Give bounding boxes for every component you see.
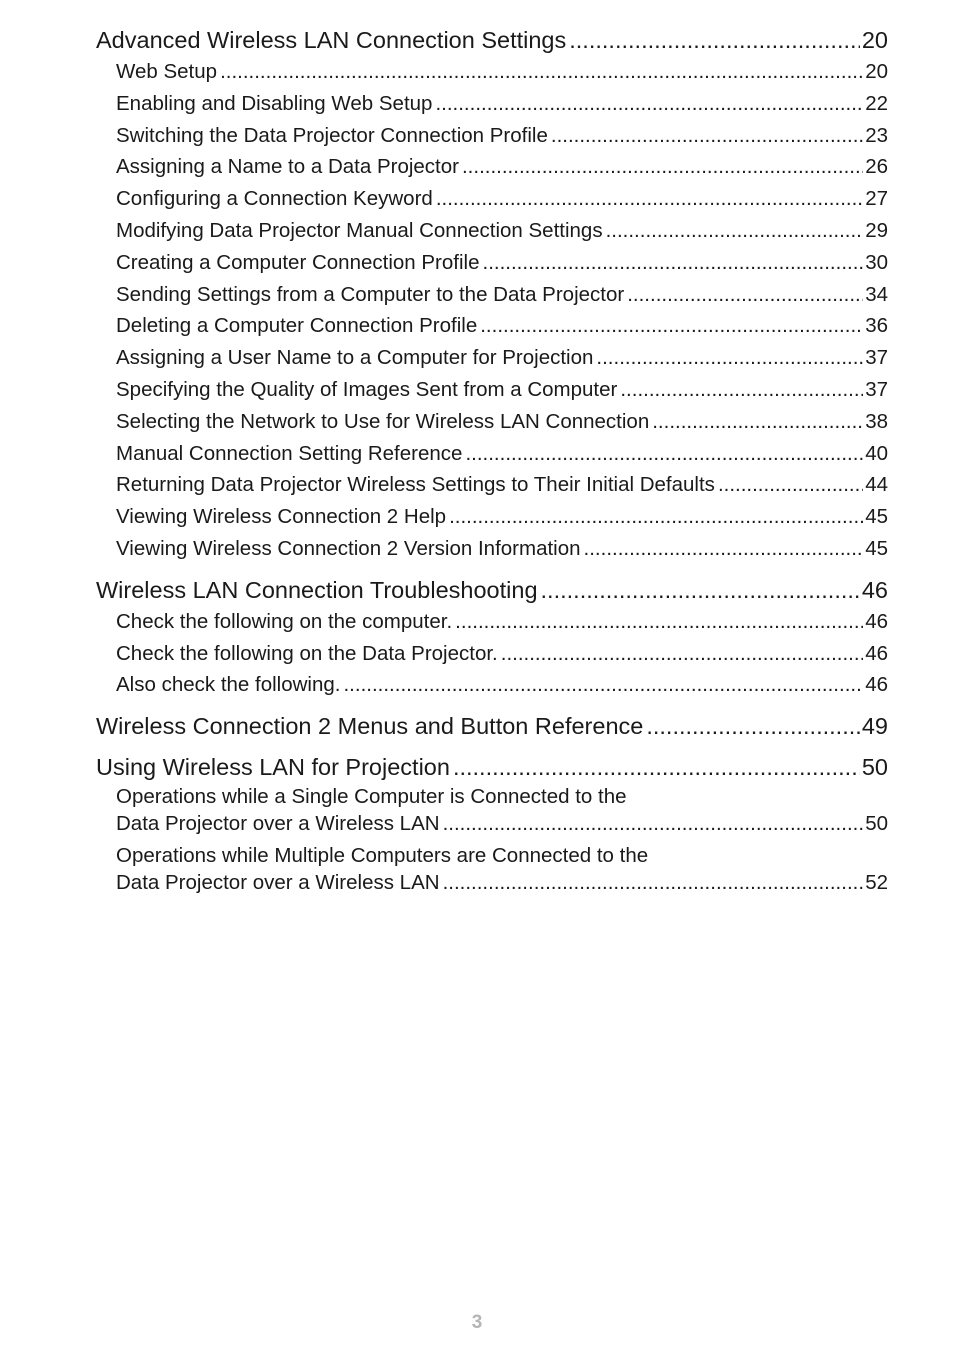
dot-leader xyxy=(652,406,863,438)
toc-entry-title-line1: Operations while Multiple Computers are Connected to the xyxy=(116,844,649,868)
toc-entry-link[interactable] xyxy=(96,56,888,88)
toc-entry-link[interactable] xyxy=(96,120,888,152)
toc-entry-title: Sending Settings from a Computer to the Data Projector xyxy=(116,282,625,306)
dot-leader xyxy=(436,183,863,215)
toc-entry-title: Data Projector over a Wireless LAN xyxy=(116,871,440,895)
dot-leader xyxy=(541,574,860,606)
toc-entry-link[interactable] xyxy=(96,669,888,701)
toc-entry-link[interactable] xyxy=(96,279,888,311)
toc-entry-link[interactable] xyxy=(96,533,888,565)
toc-entry-title: Enabling and Disabling Web Setup xyxy=(116,91,433,115)
toc-heading-link[interactable] xyxy=(96,24,888,56)
dot-leader xyxy=(596,342,863,374)
toc-section xyxy=(96,574,888,701)
toc-entry-link[interactable] xyxy=(96,342,888,374)
dot-leader xyxy=(480,310,863,342)
toc-entry-page: 22 xyxy=(865,91,888,115)
toc-entry-link[interactable] xyxy=(96,438,888,470)
toc-entry-link[interactable] xyxy=(96,842,888,896)
toc-heading-title: Wireless Connection 2 Menus and Button Reference xyxy=(96,713,644,740)
toc-entry-link[interactable] xyxy=(96,469,888,501)
dot-leader xyxy=(569,24,860,56)
toc-entry-link[interactable] xyxy=(96,406,888,438)
toc-entry-page: 52 xyxy=(865,871,888,895)
toc-entry-page: 20 xyxy=(865,60,888,83)
toc-entry-title: Specifying the Quality of Images Sent from a Computer xyxy=(116,377,618,401)
toc-section xyxy=(96,751,888,896)
toc-entry-link[interactable] xyxy=(96,151,888,183)
toc-entry-page: 45 xyxy=(865,505,888,529)
toc-entry-page: 37 xyxy=(865,377,888,401)
toc-entry-link[interactable] xyxy=(96,638,888,670)
toc-heading-title: Wireless LAN Connection Troubleshooting xyxy=(96,576,538,603)
toc-entry-link[interactable] xyxy=(96,215,888,247)
toc-entry-page: 26 xyxy=(865,155,888,179)
toc-entry-title: Assigning a User Name to a Computer for Projection xyxy=(116,346,594,370)
toc-entry-page: 30 xyxy=(865,250,888,274)
toc-entry-page: 46 xyxy=(865,673,888,697)
dot-leader xyxy=(449,501,863,533)
dot-leader xyxy=(584,533,864,565)
toc-entry-title: Viewing Wireless Connection 2 Version Information xyxy=(116,536,581,560)
toc-heading-link[interactable] xyxy=(96,574,888,606)
toc-entry-page: 23 xyxy=(865,123,888,147)
toc-entry-page: 46 xyxy=(865,609,888,633)
table-of-contents xyxy=(96,24,888,905)
dot-leader xyxy=(443,810,864,837)
toc-heading-link[interactable] xyxy=(96,710,888,742)
toc-entry-title: Check the following on the computer. xyxy=(116,609,453,633)
toc-entry-title-line1: Operations while a Single Computer is Connected to the xyxy=(116,785,627,809)
dot-leader xyxy=(483,247,864,279)
dot-leader xyxy=(455,606,863,638)
dot-leader xyxy=(465,438,863,470)
toc-entry-link[interactable] xyxy=(96,374,888,406)
toc-heading-page: 49 xyxy=(861,713,888,740)
toc-entry-page: 38 xyxy=(865,409,888,433)
dot-leader xyxy=(220,56,863,88)
toc-entry-link[interactable] xyxy=(96,606,888,638)
toc-entry-title: Modifying Data Projector Manual Connection Settings xyxy=(116,218,603,242)
toc-entry-title: Creating a Computer Connection Profile xyxy=(116,250,480,274)
toc-entry-page: 27 xyxy=(865,187,888,211)
toc-entry-page: 36 xyxy=(865,314,888,338)
dot-leader xyxy=(627,279,863,311)
dot-leader xyxy=(462,151,863,183)
toc-entry-title: Web Setup xyxy=(116,60,218,83)
toc-entry-row xyxy=(96,810,888,837)
dot-leader xyxy=(435,88,863,120)
toc-entry-page: 44 xyxy=(865,473,888,497)
toc-entry-title: Manual Connection Setting Reference xyxy=(116,441,463,465)
toc-entry-row xyxy=(96,869,888,896)
toc-entry-title: Deleting a Computer Connection Profile xyxy=(116,314,478,338)
toc-entry-title: Check the following on the Data Projector. xyxy=(116,641,498,665)
toc-entry-link[interactable] xyxy=(96,783,888,837)
toc-entry-page: 46 xyxy=(865,641,888,665)
toc-entry-page: 29 xyxy=(865,218,888,242)
toc-entry-title: Configuring a Connection Keyword xyxy=(116,187,433,211)
toc-entry-link[interactable] xyxy=(96,88,888,120)
dot-leader xyxy=(443,869,864,896)
toc-heading-page: 50 xyxy=(861,754,888,781)
toc-entry-title: Selecting the Network to Use for Wireless LAN Connection xyxy=(116,409,650,433)
toc-entry-page: 37 xyxy=(865,346,888,370)
toc-section xyxy=(96,710,888,742)
toc-entry-link[interactable] xyxy=(96,501,888,533)
toc-entry-title: Data Projector over a Wireless LAN xyxy=(116,812,440,836)
toc-section xyxy=(96,24,888,565)
dot-leader xyxy=(646,710,860,742)
dot-leader xyxy=(343,669,863,701)
toc-heading-title: Using Wireless LAN for Projection xyxy=(96,754,450,781)
toc-heading-title: Advanced Wireless LAN Connection Settings xyxy=(96,27,567,53)
toc-entry-page: 45 xyxy=(865,536,888,560)
toc-entry-page: 40 xyxy=(865,441,888,465)
toc-entry-title: Also check the following. xyxy=(116,673,341,697)
dot-leader xyxy=(620,374,863,406)
toc-entry-link[interactable] xyxy=(96,247,888,279)
dot-leader xyxy=(551,120,863,152)
dot-leader xyxy=(606,215,864,247)
dot-leader xyxy=(718,469,863,501)
toc-entry-title: Viewing Wireless Connection 2 Help xyxy=(116,505,447,529)
toc-heading-link[interactable] xyxy=(96,751,888,783)
toc-entry-title: Switching the Data Projector Connection Profile xyxy=(116,123,548,147)
toc-heading-page: 20 xyxy=(861,27,888,53)
toc-entry-title: Assigning a Name to a Data Projector xyxy=(116,155,459,179)
dot-leader xyxy=(453,751,860,783)
page-number: 3 xyxy=(471,1312,483,1333)
toc-heading-page: 46 xyxy=(861,576,888,603)
toc-entry-page: 50 xyxy=(865,812,888,836)
toc-entry-page: 34 xyxy=(865,282,888,306)
toc-entry-link[interactable] xyxy=(96,183,888,215)
toc-entry-title: Returning Data Projector Wireless Settings to Their Initial Defaults xyxy=(116,473,715,497)
toc-entry-link[interactable] xyxy=(96,310,888,342)
dot-leader xyxy=(501,638,863,670)
